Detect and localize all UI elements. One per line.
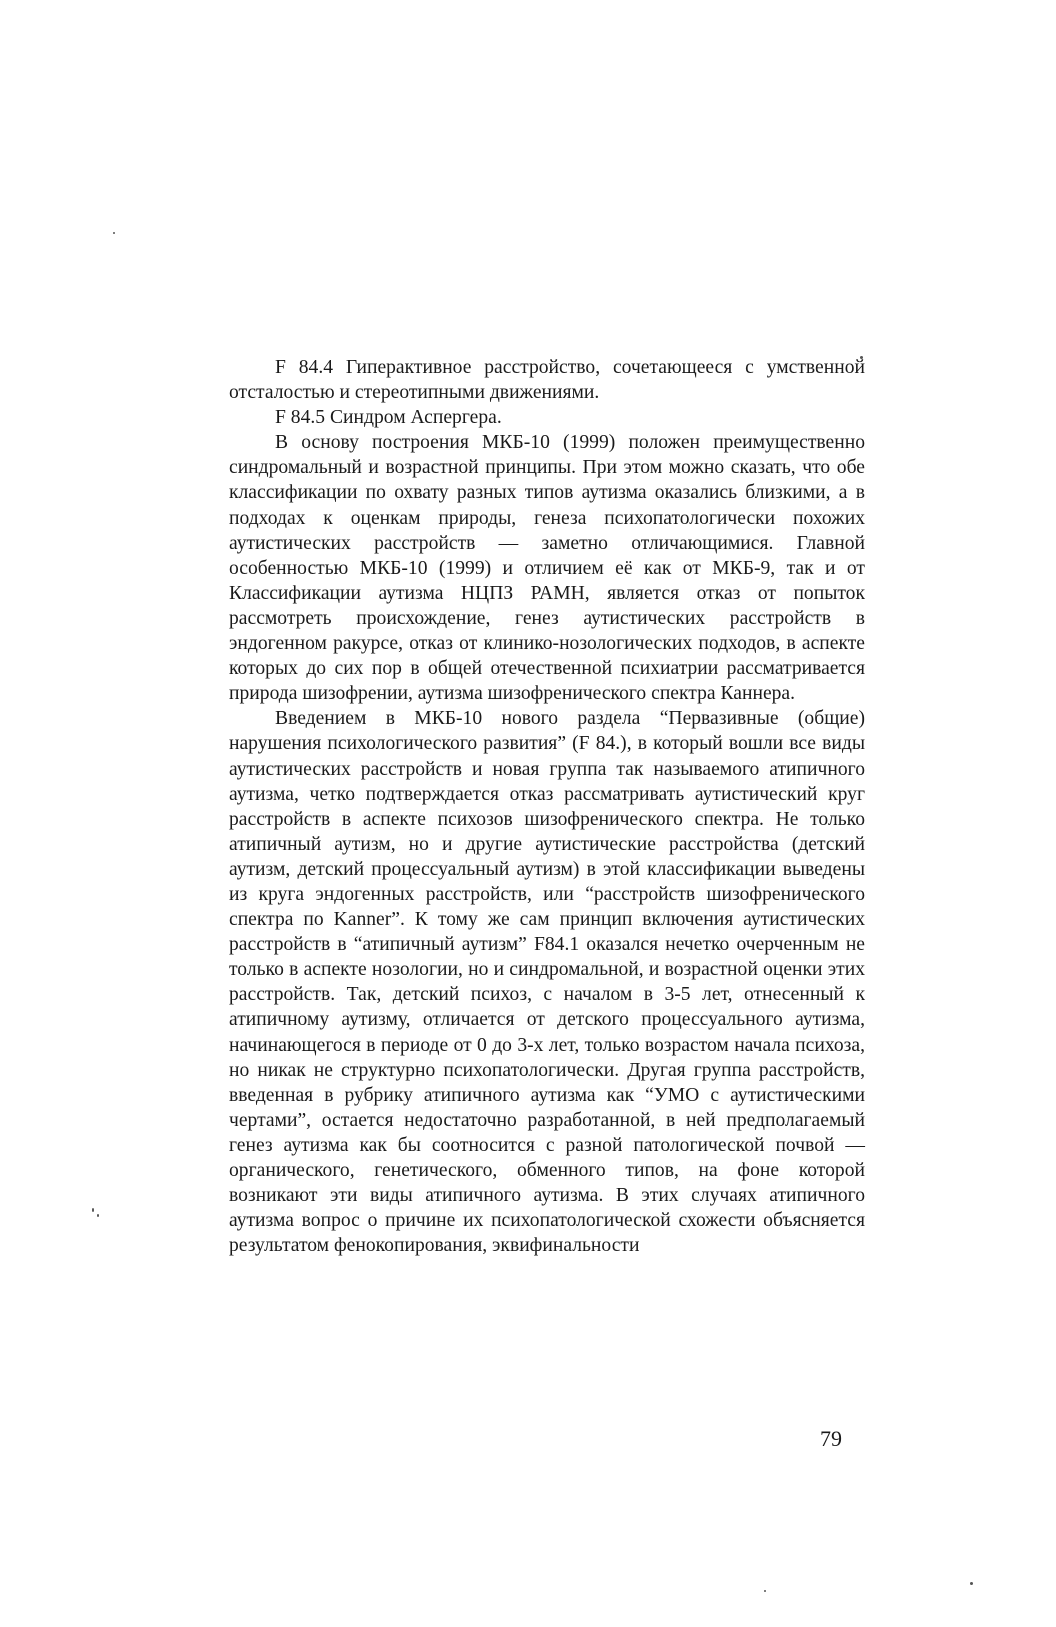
page-number: 79 [820, 1426, 842, 1451]
body-text [229, 355, 865, 1258]
paragraph-f84-5: F 84.5 Синдром Аспергера. [275, 407, 502, 429]
scan-speck [97, 1214, 99, 1217]
scan-speck [764, 1590, 766, 1592]
scan-speck [970, 1582, 973, 1585]
scan-speck [92, 1208, 94, 1212]
scan-speck [113, 232, 115, 234]
paragraph-icd10-principles: В основу построения МКБ-10 (1999) положен преимущественно синдромальный и возрастной принципы. При этом можно сказать, что обе классификации по охвату разных типов аутизма оказались близкими, а в подходах к оценкам природы, генеза психопатологически похожих аутистических расстройств — заметно отличающимися. Главной особенностью МКБ-10 (1999) и отличием её как от МКБ-9, так и от Классификации аутизма НЦПЗ РАМН, является отказ от попыток рассмотреть происхождение, генез аутистических расстройств в эндогенном ракурсе, отказ от клинико-нозологических подходов, в аспекте которых до сих пор в общей отечественной психиатрии рассматривается природа шизофрении, аутизма шизофренического спектра Каннера. [229, 432, 865, 705]
paragraph-f84-4: F 84.4 Гиперактивное расстройство, сочетающееся с умственной отсталостью и стереотипными движениями. [229, 357, 865, 404]
paragraph-pervasive-disorders: Введением в МКБ-10 нового раздела “Первазивные (общие) нарушения психологического развития” (F 84.), в который вошли все виды аутистических расстройств и новая группа так называемого атипичного аутизма, четко подтверждается отказ рассматривать аутистический круг расстройств в аспекте психозов шизофренического спектра. Не только атипичный аутизм, но и другие аутистические расстройства (детский аутизм, детский процессуальный аутизм) в этой классификации выведены из круга эндогенных расстройств, или “расстройств шизофренического спектра по Kanner”. К тому же сам принцип включения аутистических расстройств в “атипичный аутизм” F84.1 оказался нечетко очерченным не только в аспекте нозологии, но и синдромальной, и возрастной оценки этих расстройств. Так, детский психоз, с началом в 3-5 лет, отнесенный к атипичному аутизму, отличается от детского процессуального аутизма, начинающегося в периоде от 0 до 3-х лет, только возрастом начала психоза, но никак не структурно психопатологически. Другая группа расстройств, введенная в рубрику атипичного аутизма как “УМО с аутистическими чертами”, остается недостаточно разработанной, в ней предполагаемый генез аутизма как бы соотносится с разной патологической почвой — органического, генетического, обменного типов, на фоне которой возникают эти виды атипичного аутизма. В этих случаях атипичного аутизма вопрос о причине их психопатологической схожести объясняется результатом фенокопирования, эквифинальности [229, 708, 865, 1257]
